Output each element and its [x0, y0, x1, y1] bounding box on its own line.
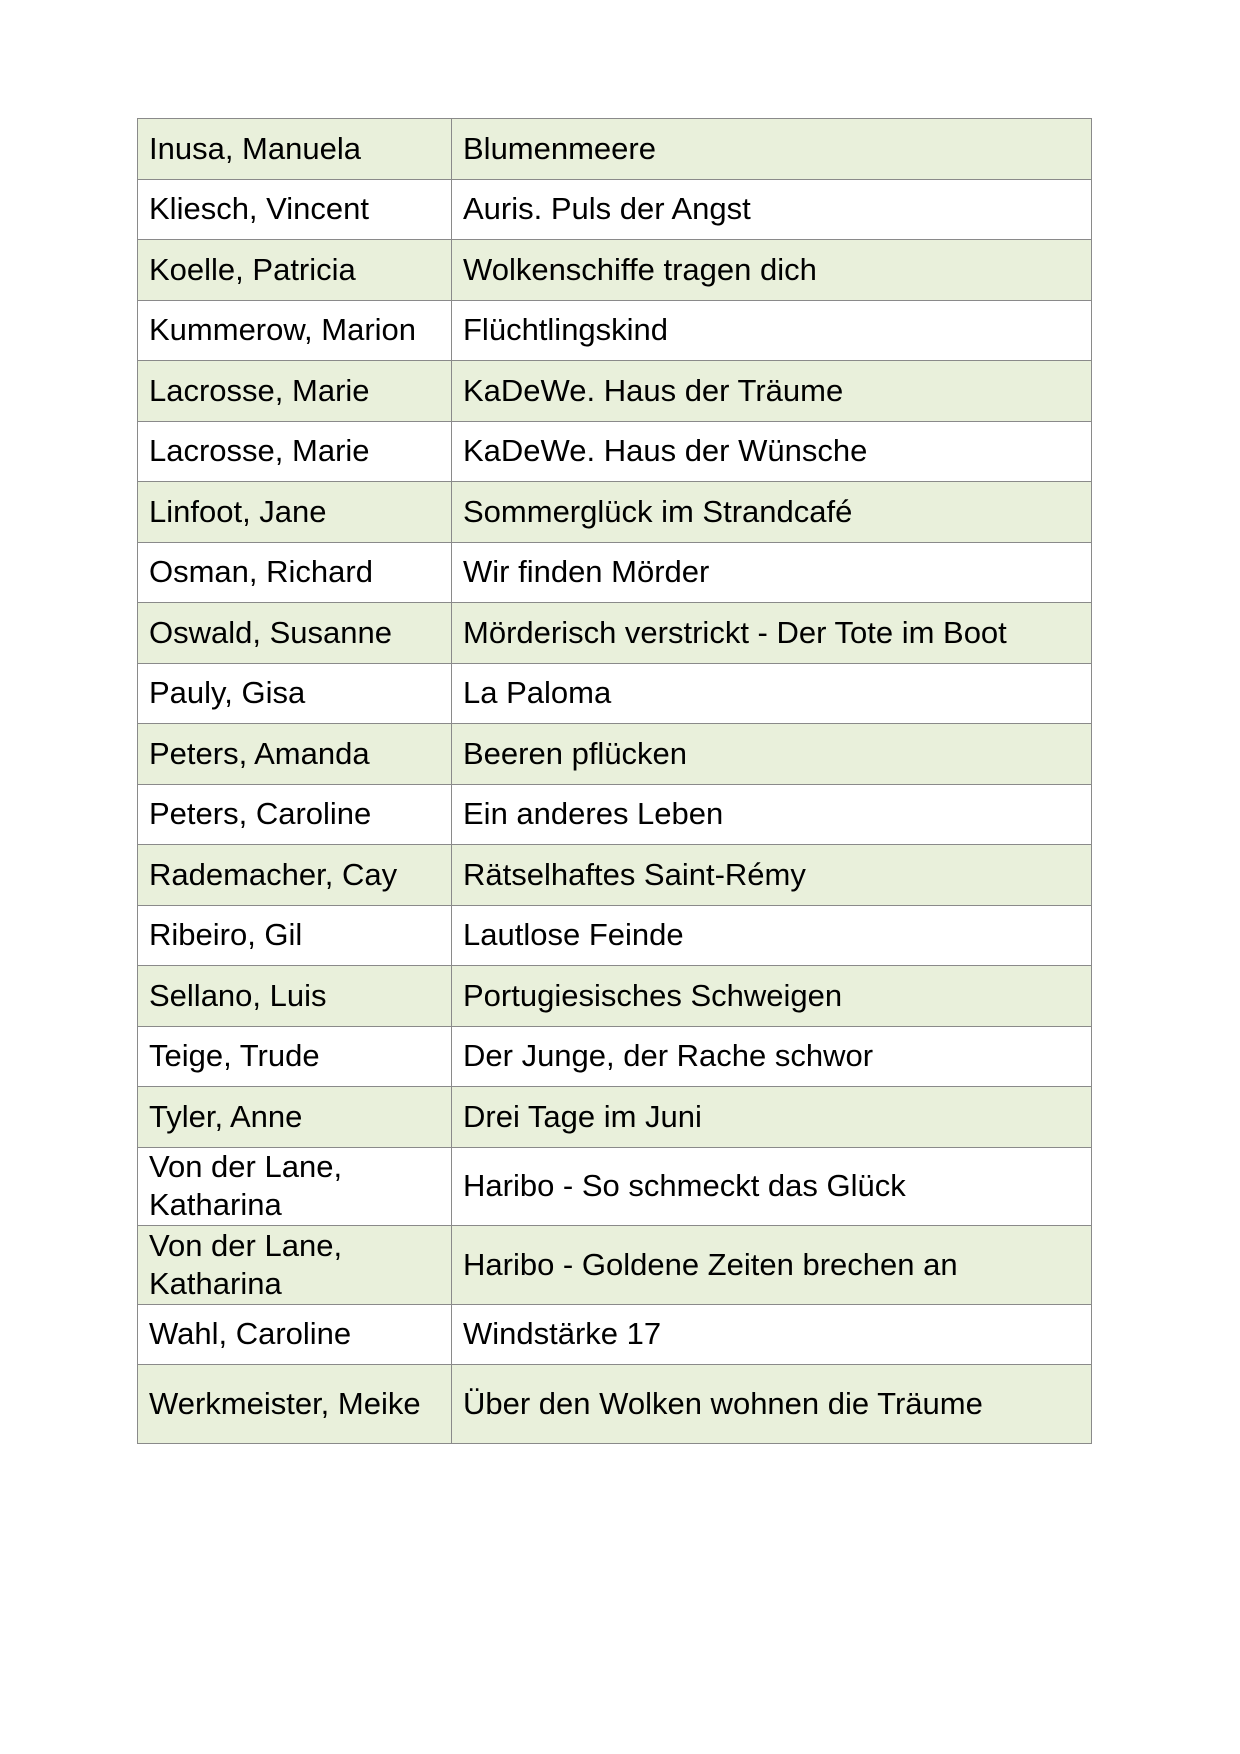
title-cell: Flüchtlingskind	[452, 300, 1092, 361]
author-cell: Oswald, Susanne	[138, 603, 452, 664]
author-cell: Werkmeister, Meike	[138, 1365, 452, 1444]
author-cell: Kliesch, Vincent	[138, 179, 452, 240]
table-row	[138, 603, 1092, 664]
author-cell: Tyler, Anne	[138, 1087, 452, 1148]
book-list-body	[138, 119, 1092, 1444]
title-cell: Sommerglück im Strandcafé	[452, 482, 1092, 543]
title-cell: Wolkenschiffe tragen dich	[452, 240, 1092, 301]
title-cell: La Paloma	[452, 663, 1092, 724]
author-cell: Sellano, Luis	[138, 966, 452, 1027]
table-row	[138, 1147, 1092, 1226]
title-cell: KaDeWe. Haus der Wünsche	[452, 421, 1092, 482]
author-cell: Kummerow, Marion	[138, 300, 452, 361]
author-cell: Von der Lane, Katharina	[138, 1226, 452, 1305]
title-cell: Über den Wolken wohnen die Träume	[452, 1365, 1092, 1444]
table-row	[138, 845, 1092, 906]
author-cell: Inusa, Manuela	[138, 119, 452, 180]
table-row	[138, 663, 1092, 724]
title-cell: Haribo - Goldene Zeiten brechen an	[452, 1226, 1092, 1305]
table-row	[138, 724, 1092, 785]
book-list-table	[137, 118, 1092, 1444]
table-row	[138, 179, 1092, 240]
author-cell: Lacrosse, Marie	[138, 361, 452, 422]
table-row	[138, 1304, 1092, 1365]
title-cell: Portugiesisches Schweigen	[452, 966, 1092, 1027]
table-row	[138, 421, 1092, 482]
table-row	[138, 966, 1092, 1027]
table-row	[138, 361, 1092, 422]
author-cell: Teige, Trude	[138, 1026, 452, 1087]
title-cell: Ein anderes Leben	[452, 784, 1092, 845]
author-cell: Osman, Richard	[138, 542, 452, 603]
author-cell: Von der Lane, Katharina	[138, 1147, 452, 1226]
title-cell: Drei Tage im Juni	[452, 1087, 1092, 1148]
table-row	[138, 1026, 1092, 1087]
table-row	[138, 119, 1092, 180]
table-row	[138, 542, 1092, 603]
table-row	[138, 784, 1092, 845]
author-cell: Lacrosse, Marie	[138, 421, 452, 482]
title-cell: Mörderisch verstrickt - Der Tote im Boot	[452, 603, 1092, 664]
title-cell: Wir finden Mörder	[452, 542, 1092, 603]
author-cell: Peters, Caroline	[138, 784, 452, 845]
title-cell: Der Junge, der Rache schwor	[452, 1026, 1092, 1087]
title-cell: Rätselhaftes Saint-Rémy	[452, 845, 1092, 906]
title-cell: Blumenmeere	[452, 119, 1092, 180]
title-cell: Haribo - So schmeckt das Glück	[452, 1147, 1092, 1226]
author-cell: Rademacher, Cay	[138, 845, 452, 906]
title-cell: Lautlose Feinde	[452, 905, 1092, 966]
author-cell: Peters, Amanda	[138, 724, 452, 785]
author-cell: Koelle, Patricia	[138, 240, 452, 301]
table-row	[138, 1226, 1092, 1305]
table-row	[138, 240, 1092, 301]
table-row	[138, 1365, 1092, 1444]
title-cell: Auris. Puls der Angst	[452, 179, 1092, 240]
table-row	[138, 1087, 1092, 1148]
table-row	[138, 905, 1092, 966]
author-cell: Linfoot, Jane	[138, 482, 452, 543]
title-cell: Windstärke 17	[452, 1304, 1092, 1365]
table-row	[138, 300, 1092, 361]
author-cell: Wahl, Caroline	[138, 1304, 452, 1365]
author-cell: Ribeiro, Gil	[138, 905, 452, 966]
author-cell: Pauly, Gisa	[138, 663, 452, 724]
title-cell: KaDeWe. Haus der Träume	[452, 361, 1092, 422]
title-cell: Beeren pflücken	[452, 724, 1092, 785]
table-row	[138, 482, 1092, 543]
